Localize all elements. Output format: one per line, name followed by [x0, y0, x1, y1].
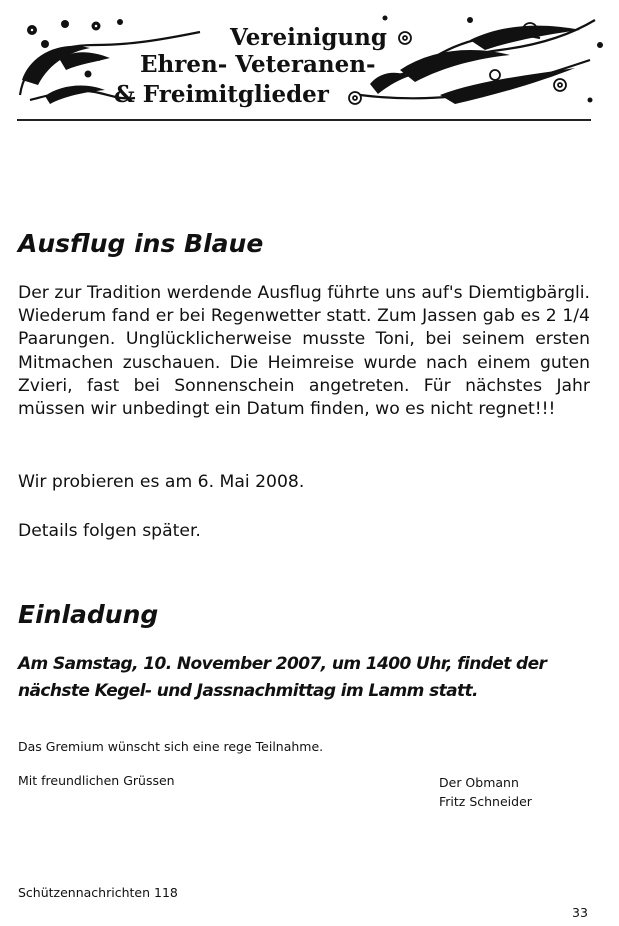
article-ausflug-title: Ausflug ins Blaue: [18, 229, 264, 258]
article-ausflug-plan: Wir probieren es am 6. Mai 2008.: [18, 472, 305, 492]
article-einladung-announcement: Am Samstag, 10. November 2007, um 1400 Uhr, findet der nächste Kegel- und Jassnachmittag im Lamm statt.: [18, 654, 547, 701]
article-einladung-wish: Das Gremium wünscht sich eine rege Teilnahme.: [18, 739, 324, 754]
page-number: 33: [572, 905, 588, 920]
header-banner: [0, 0, 619, 122]
signer-role: Der Obmann: [439, 775, 519, 790]
article-ausflug-body: Der zur Tradition werdende Ausflug führte uns auf's Diemtigbärgli. Wiederum fand er bei Regenwetter statt. Zum Jassen gab es 2 1/4 Paarungen. Unglücklicherweise musste Toni, bei seinem ersten Mitmachen zuschauen. Die Heimreise wurde nach einem guten Zvieri, fast bei Sonnenschein angetreten. Für nächstes Jahr müssen wir unbedingt ein Datum finden, wo es nicht regnet!!!: [18, 283, 590, 420]
banner-title-line-3: & Freimitglieder: [114, 81, 329, 108]
closing-greeting: Mit freundlichen Grüssen: [18, 773, 175, 788]
banner-title-line-1: Vereinigung: [230, 24, 387, 51]
header-divider: [17, 119, 591, 121]
article-ausflug-details: Details folgen später.: [18, 521, 201, 541]
banner-title-line-2: Ehren- Veteranen-: [140, 51, 376, 78]
article-einladung-title: Einladung: [18, 600, 159, 629]
signer-name: Fritz Schneider: [439, 794, 532, 809]
footer-publication: Schützennachrichten 118: [18, 885, 178, 900]
